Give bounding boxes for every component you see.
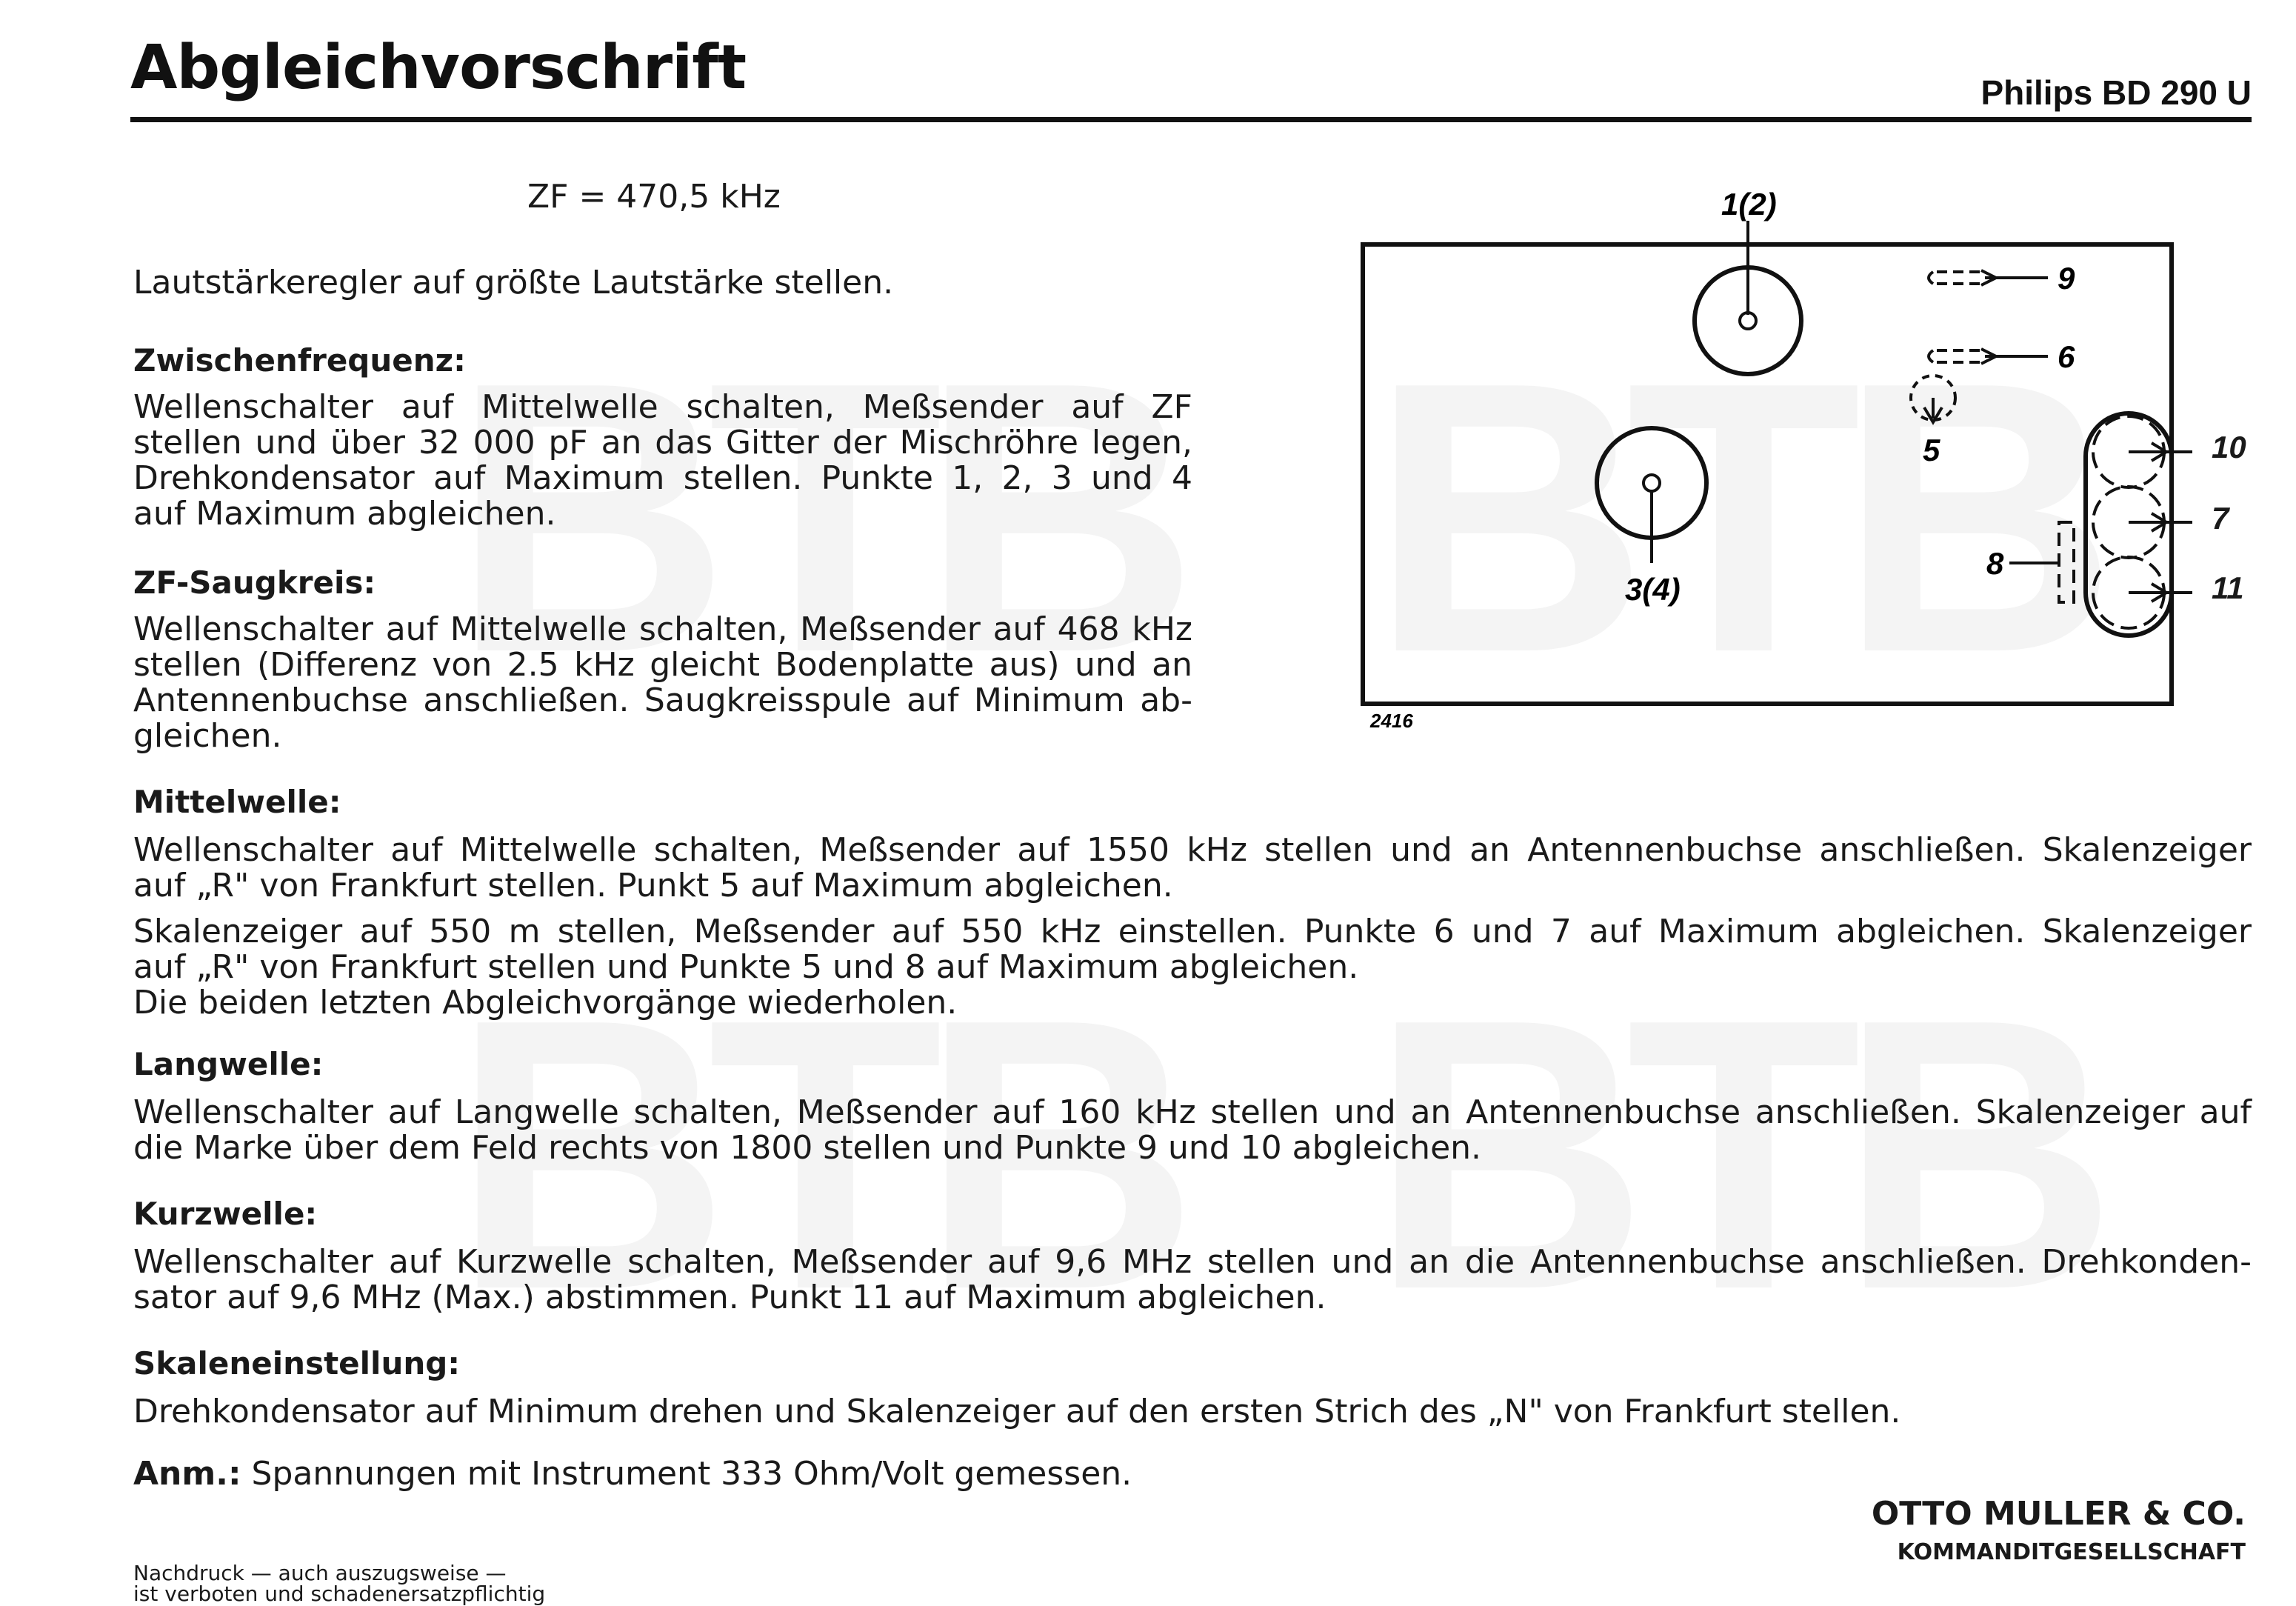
publisher-name: OTTO MULLER & CO. (1871, 1495, 2246, 1533)
mittelwelle-text (133, 833, 2252, 1021)
text-line: Antennenbuchse anschließen. Saugkreisspule auf Minimum ab- (133, 682, 1192, 719)
label-5: 5 (1923, 433, 1940, 467)
text-line: auf Maximum abgleichen. (133, 495, 556, 533)
label-3-4: 3(4) (1625, 572, 1681, 607)
text-line: sator auf 9,6 MHz (Max.) abstimmen. Punkt 11 auf Maximum abgleichen. (133, 1279, 1326, 1316)
note (133, 1456, 1132, 1492)
text-line: gleichen. (133, 717, 282, 755)
note-text: Spannungen mit Instrument 333 Ohm/Volt gemessen. (251, 1455, 1132, 1493)
footer-notice (133, 1563, 545, 1605)
label-8: 8 (1986, 546, 2004, 581)
text-line: Wellenschalter auf Langwelle schalten, Meßsender auf 160 kHz stellen und an Antennenbuchse anschließen. Skalenzeiger auf (133, 1093, 2252, 1131)
langwelle-text (133, 1095, 2252, 1166)
chassis-outline (1363, 244, 2172, 704)
text-line: stellen und über 32 000 pF an das Gitter der Mischröhre legen, (133, 424, 1192, 462)
text-line: Wellenschalter auf Mittelwelle schalten, Meßsender auf 1550 kHz stellen und an Antennenbuchse anschließen. Skalenzeiger (133, 831, 2252, 869)
text-line: stellen (Differenz von 2.5 kHz gleicht Bodenplatte aus) und an (133, 646, 1192, 684)
heading-zf-saugkreis: ZF-Saugkreis: (133, 564, 376, 601)
page-title: Abgleichvorschrift (130, 33, 747, 103)
label-7: 7 (2212, 501, 2229, 536)
text-line: Skalenzeiger auf 550 m stellen, Meßsender auf 550 kHz einstellen. Punkte 6 und 7 auf Maximum abgleichen. Skalenzeiger (133, 913, 2252, 950)
zf-frequency: ZF = 470,5 kHz (527, 178, 781, 216)
model-name: Philips BD 290 U (1980, 73, 2252, 112)
heading-skaleneinstellung: Skaleneinstellung: (133, 1345, 461, 1382)
zf-saugkreis-text (133, 612, 1192, 754)
note-label: Anm.: (133, 1455, 241, 1493)
trimmer-9 (1929, 270, 2048, 285)
intro-text: Lautstärkeregler auf größte Lautstärke stellen. (133, 264, 894, 301)
heading-kurzwelle: Kurzwelle: (133, 1196, 318, 1232)
text-line: Wellenschalter auf Kurzwelle schalten, Meßsender auf 9,6 MHz stellen und an die Antennenbuchse anschließen. Drehkonden- (133, 1243, 2252, 1281)
text-line: Drehkondensator auf Maximum stellen. Punkte 1, 2, 3 und 4 (133, 459, 1192, 497)
label-10: 10 (2212, 430, 2246, 464)
text-line: Wellenschalter auf Mittelwelle schalten, Meßsender auf 468 kHz (133, 610, 1192, 648)
figure-number: 2416 (1370, 710, 1413, 732)
header-rule (130, 117, 2252, 122)
kurzwelle-text (133, 1245, 2252, 1316)
heading-zwischenfrequenz: Zwischenfrequenz: (133, 342, 466, 379)
heading-mittelwelle: Mittelwelle: (133, 784, 341, 820)
label-11: 11 (2212, 570, 2244, 605)
coil-1-2-core (1740, 313, 1756, 329)
zwischenfrequenz-text (133, 390, 1192, 532)
publisher-type: KOMMANDITGESELLSCHAFT (1897, 1539, 2246, 1565)
text-line: auf „R" von Frankfurt stellen und Punkte 5 und 8 auf Maximum abgleichen. (133, 948, 1359, 986)
label-1-2: 1(2) (1721, 187, 1777, 221)
heading-langwelle: Langwelle: (133, 1046, 324, 1082)
text-line: auf „R" von Frankfurt stellen. Punkt 5 auf Maximum abgleichen. (133, 867, 1173, 904)
alignment-diagram (1348, 185, 2192, 748)
footer-line: Nachdruck — auch auszugsweise — (133, 1561, 507, 1585)
coil-3-4-core (1643, 475, 1660, 491)
text-line: die Marke über dem Feld rechts von 1800 stellen und Punkte 9 und 10 abgleichen. (133, 1129, 1482, 1167)
footer-line: ist verboten und schadenersatzpflichtig (133, 1582, 546, 1606)
trimmer-6 (1929, 349, 2048, 364)
trimmer-8 (2059, 522, 2074, 602)
skaleneinstellung-text: Drehkondensator auf Minimum drehen und Skalenzeiger auf den ersten Strich des „N" von Frankfurt stellen. (133, 1393, 1901, 1430)
label-9: 9 (2058, 261, 2075, 296)
label-6: 6 (2058, 339, 2075, 374)
text-line: Die beiden letzten Abgleichvorgänge wiederholen. (133, 984, 958, 1022)
text-line: Wellenschalter auf Mittelwelle schalten, Meßsender auf ZF (133, 388, 1192, 426)
